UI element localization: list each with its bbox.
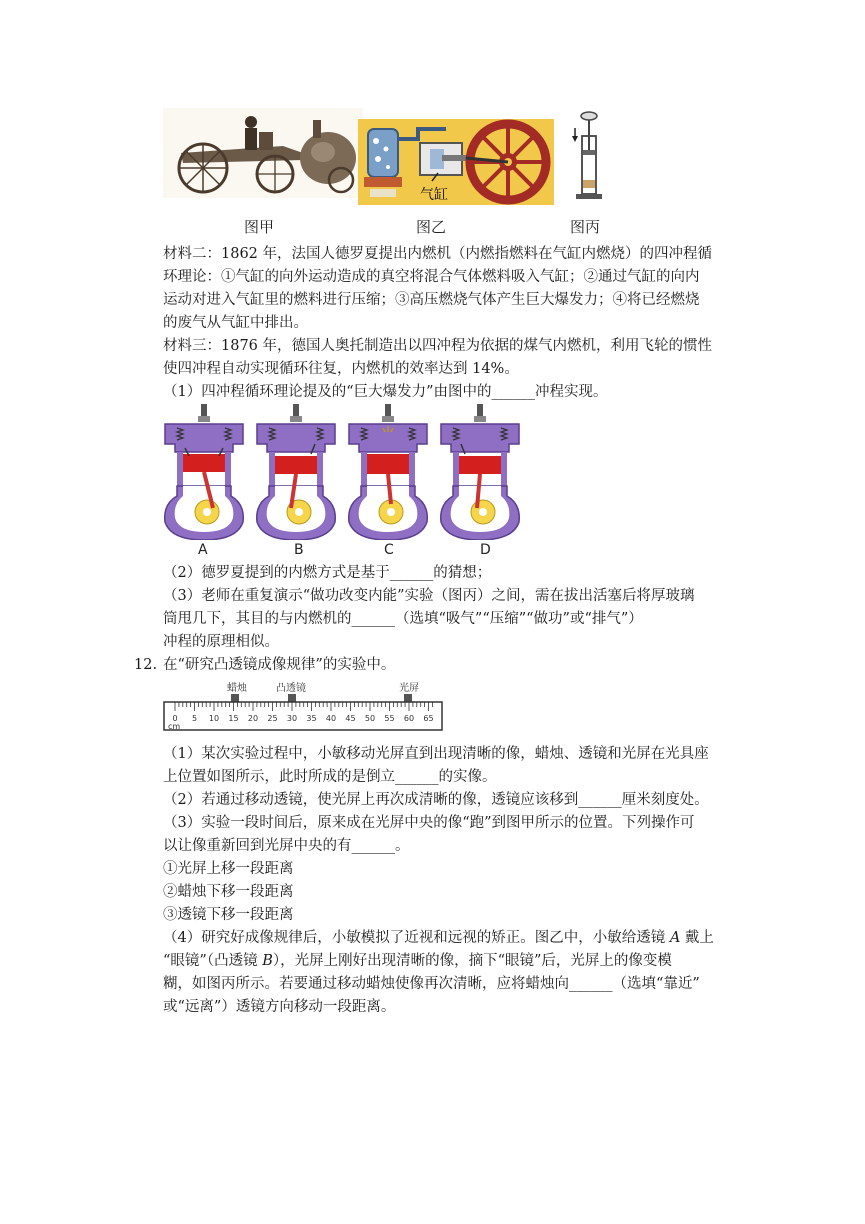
steam-carriage-figure xyxy=(163,108,363,198)
optical-bench xyxy=(163,680,445,736)
question-12-part-4-line-2 xyxy=(163,951,672,971)
question-12-title: 在“研究凸透镜成像规律”的实验中。 xyxy=(163,657,396,673)
option-3: ③透镜下移一段距离 xyxy=(163,907,294,923)
bench-label-candle: 蜡烛 xyxy=(227,683,247,694)
bench-unit: cm xyxy=(168,722,181,731)
question-12-part-1-line-1: （1）某次实验过程中，小敏移动光屏直到出现清晰的像，蜡烛、透镜和光屏在光具座 xyxy=(163,746,709,762)
question-12-part-4-line-4: 或“远离”）透镜方向移动一段距离。 xyxy=(163,999,396,1015)
cylinder-label: 气缸 xyxy=(420,187,448,203)
question-12-part-3-line-1: （3）实验一段时间后，原来成在光屏中央的像“跑”到图甲所示的位置。下列操作可 xyxy=(163,815,695,831)
glass-cylinder-figure xyxy=(570,110,604,202)
bench-tick-label: 65 xyxy=(423,714,434,723)
bench-tick-label: 15 xyxy=(228,714,239,723)
figure-caption-yi: 图乙 xyxy=(416,218,447,236)
engine-label-b: B xyxy=(294,542,304,558)
bench-tick-label: 35 xyxy=(306,714,317,723)
question-12-number: 12. xyxy=(134,657,158,673)
q12-4-text-c: “眼镜”（凸透镜 xyxy=(163,953,263,969)
material2-line-3: 运动对进入气缸里的燃料进行压缩；③高压燃烧气体产生巨大爆发力；④将已经燃烧 xyxy=(163,292,700,308)
bench-tick-label: 10 xyxy=(208,714,220,723)
bench-label-lens: 凸透镜 xyxy=(276,683,306,694)
bench-tick-label: 5 xyxy=(191,714,198,723)
bench-label-screen: 光屏 xyxy=(399,683,419,694)
bench-tick-label: 0 xyxy=(172,714,178,723)
option-2: ②蜡烛下移一段距离 xyxy=(163,884,294,900)
question-11-part-3-line-1: （3）老师在重复演示“做功改变内能”实验（图丙）之间，需在拔出活塞后将厚玻璃 xyxy=(163,588,695,604)
question-12-part-1-line-2: 上位置如图所示，此时所成的是倒立______的实像。 xyxy=(163,769,497,785)
four-stroke-diagrams xyxy=(163,404,533,540)
material3-line-1: 材料三：1876 年，德国人奥托制造出以四冲程为依据的煤气内燃机，利用飞轮的惯性 xyxy=(163,338,713,354)
steam-engine-figure xyxy=(358,119,554,205)
question-11-part-3-line-2: 筒甩几下，其目的与内燃机的______（选填“吸气”“压缩”“做功”或“排气”） xyxy=(163,611,643,627)
material2-line-4: 的废气从气缸中排出。 xyxy=(163,315,308,331)
lens-b-variable: B xyxy=(262,953,273,969)
bench-tick-label: 25 xyxy=(267,714,278,723)
bench-tick-label: 45 xyxy=(345,714,356,723)
bench-tick-label: 30 xyxy=(286,714,298,723)
question-11-part-1: （1）四冲程循环理论提及的“巨大爆发力”由图中的______冲程实现。 xyxy=(163,384,608,400)
figure-caption-bing: 图丙 xyxy=(570,218,601,236)
material2-line-1: 材料二：1862 年，法国人德罗夏提出内燃机（内燃指燃料在气缸内燃烧）的四冲程循 xyxy=(163,246,713,262)
bench-tick-label: 40 xyxy=(325,714,337,723)
figure-caption-jia: 图甲 xyxy=(244,218,275,236)
question-11-part-2: （2）德罗夏提到的内燃方式是基于______的猜想； xyxy=(163,565,492,581)
material3-line-2: 使四冲程自动实现循环往复，内燃机的效率达到 14%。 xyxy=(163,361,519,377)
question-12-part-2: （2）若通过移动透镜，使光屏上再次成清晰的像，透镜应该移到______厘米刻度处。 xyxy=(163,792,709,808)
option-1: ①光屏上移一段距离 xyxy=(163,861,294,877)
bench-tick-label: 20 xyxy=(247,714,259,723)
bench-tick-label: 55 xyxy=(384,714,395,723)
engine-label-d: D xyxy=(480,542,491,558)
q12-4-text-b: 戴上 xyxy=(680,930,714,946)
question-12-part-3-line-2: 以让像重新回到光屏中央的有______。 xyxy=(163,838,410,854)
question-11-part-3-line-3: 冲程的原理相似。 xyxy=(163,634,279,650)
lens-a-variable: A xyxy=(669,930,681,946)
q12-4-text-a: （4）研究好成像规律后，小敏模拟了近视和远视的矫正。图乙中，小敏给透镜 xyxy=(163,930,670,946)
engine-label-c: C xyxy=(384,542,394,558)
engine-label-a: A xyxy=(198,542,208,558)
q12-4-text-d: ），光屏上刚好出现清晰的像，摘下“眼镜”后，光屏上的像变模 xyxy=(272,953,672,969)
material2-line-2: 环理论：①气缸的向外运动造成的真空将混合气体燃料吸入气缸；②通过气缸的向内 xyxy=(163,269,700,285)
bench-tick-label: 50 xyxy=(364,714,376,723)
bench-tick-label: 60 xyxy=(403,714,415,723)
question-12-part-4-line-3: 糊，如图丙所示。若要通过移动蜡烛使像再次清晰，应将蜡烛向______（选填“靠近” xyxy=(163,976,700,992)
question-12-part-4-line-1 xyxy=(163,928,714,948)
